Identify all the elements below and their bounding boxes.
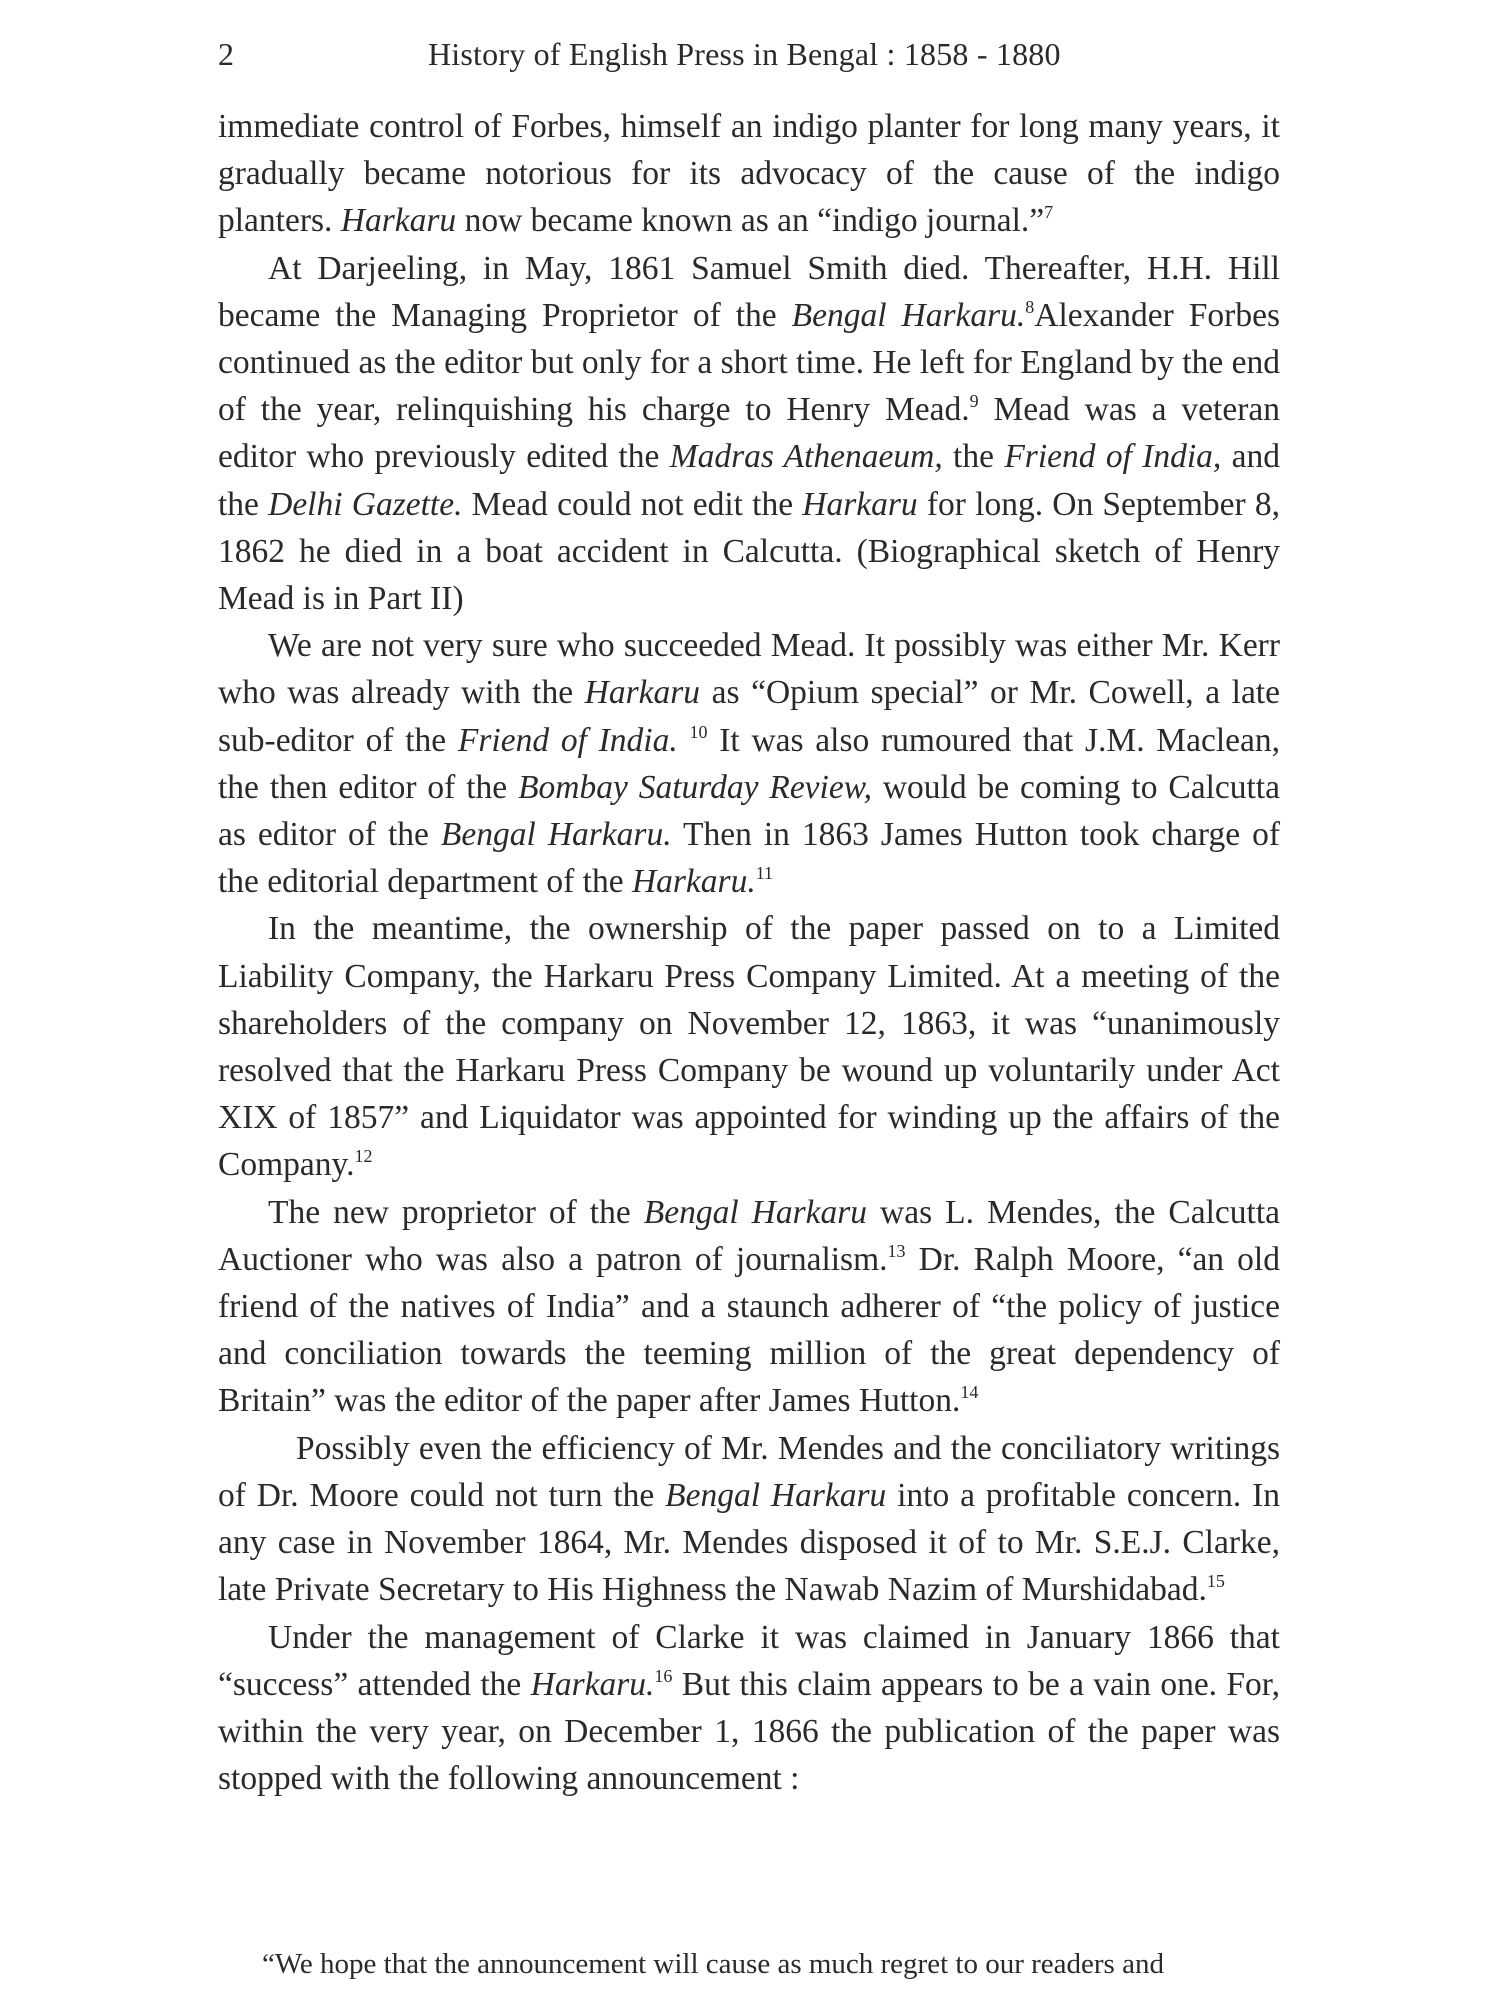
italic-title: Bengal Harkaru [643, 1193, 868, 1231]
block-quote: “We hope that the announcement will cause as much regret to our readers and [262, 1948, 1164, 1980]
italic-title: Harkaru [802, 485, 918, 523]
italic-title: Bombay Saturday Review, [518, 768, 872, 806]
italic-title: Friend of India. [457, 721, 678, 759]
text-run: would be coming to Calcutta as editor of the [218, 768, 1280, 854]
italic-title: Delhi Gazette. [268, 485, 463, 523]
footnote-ref: 14 [960, 1382, 979, 1403]
paragraph [218, 1189, 1280, 1425]
text-run: At Darjeeling, in May, 1861 Samuel Smith died. Thereafter, H.H. Hill became the Managing Proprietor of the [218, 249, 1280, 334]
page-number: 2 [218, 36, 234, 72]
paragraph [218, 905, 1280, 1188]
paragraph [218, 245, 1280, 623]
text-run: and the [218, 438, 1280, 523]
italic-title: Bengal Harkaru. [440, 816, 672, 854]
footnote-ref: 16 [654, 1665, 673, 1686]
text-run [678, 722, 690, 759]
text-run: was L. Mendes, the Calcutta Auctioner who was also a patron of journalism. [218, 1193, 1280, 1278]
italic-title: Harkaru. [631, 863, 756, 901]
footnote-ref: 9 [969, 391, 979, 412]
italic-title: Harkaru. [530, 1665, 655, 1703]
italic-title: Bengal Harkaru [665, 1476, 887, 1514]
footnote-ref: 15 [1206, 1571, 1225, 1592]
text-run: into a profitable concern. In any case in November 1864, Mr. Mendes disposed it of to Mr. S.E.J. Clarke, late Private Secretary to His Highness the Nawab Nazim of Murshidabad. [218, 1476, 1280, 1609]
text-run: Then in 1863 James Hutton took charge of the editorial department of the [218, 816, 1280, 901]
text-run: The new proprietor of the [268, 1193, 644, 1231]
text-run: Dr. Ralph Moore, “an old friend of the natives of India” and a staunch adherer of “the policy of justice and conciliation towards the teeming million of the great dependency of Britain” was the editor of the paper after James Hutton. [218, 1240, 1280, 1420]
italic-title: Bengal Harkaru. [791, 296, 1026, 334]
italic-title: Harkaru [340, 202, 457, 240]
page-header [218, 30, 1280, 78]
text-run: We are not very sure who succeeded Mead. It possibly was either Mr. Kerr who was already with the [218, 627, 1280, 712]
text-run: Under the management of Clarke it was claimed in January 1866 that “success” attended the [218, 1618, 1280, 1703]
italic-title: Friend of India, [1004, 438, 1222, 476]
text-run: immediate control of Forbes, himself an indigo planter for long many years, it gradually became notorious for its advocacy of the cause of the indigo planters. [218, 108, 1280, 240]
footnote-ref: 10 [689, 721, 708, 742]
italic-title: Madras Athenaeum, [669, 438, 943, 476]
footnote-ref: 8 [1025, 296, 1035, 317]
text-run: In the meantime, the ownership of the paper passed on to a Limited Liability Company, the Harkaru Press Company Limited. At a meeting of the shareholders of the company on November 12, 1863, it was “unanimously resolved that the Harkaru Press Company be wound up voluntarily under Act XIX of 1857” and Liquidator was appointed for winding up the affairs of the Company. [218, 910, 1280, 1184]
footnote-ref: 11 [755, 863, 774, 884]
text-run: Alexander Forbes continued as the editor but only for a short time. He left for England by the end of the year, relinquishing his charge to Henry Mead. [218, 296, 1280, 429]
paragraph [218, 622, 1280, 905]
text-run: now became known as an “indigo journal.” [456, 202, 1045, 240]
footnote-ref: 13 [887, 1240, 906, 1261]
running-title: History of English Press in Bengal : 1858 - 1880 [428, 36, 1061, 72]
footnote-ref: 12 [354, 1146, 373, 1167]
text-run: for long. On September 8, 1862 he died in a boat accident in Calcutta. (Biographical sketch of Henry Mead is in Part II) [218, 485, 1280, 618]
text-run: the [942, 438, 1005, 476]
paragraph [218, 1425, 1280, 1614]
paragraph [218, 103, 1280, 245]
body-text [218, 103, 1280, 1802]
text-run: as “Opium special” or Mr. Cowell, a late sub-editor of the [218, 674, 1280, 759]
footnote-ref: 7 [1044, 202, 1054, 223]
italic-title: Harkaru [584, 674, 701, 712]
paragraph [218, 1614, 1280, 1803]
text-run: Possibly even the efficiency of Mr. Mendes and the conciliatory writings of Dr. Moore could not turn the [218, 1429, 1280, 1514]
text-run: Mead was a veteran editor who previously edited the [218, 391, 1281, 476]
text-run: But this claim appears to be a vain one. For, within the very year, on December 1, 1866 the publication of the paper was stopped with the following announcement : [218, 1665, 1280, 1798]
text-run: It was also rumoured that J.M. Maclean, the then editor of the [218, 721, 1281, 806]
text-run: Mead could not edit the [462, 485, 803, 523]
